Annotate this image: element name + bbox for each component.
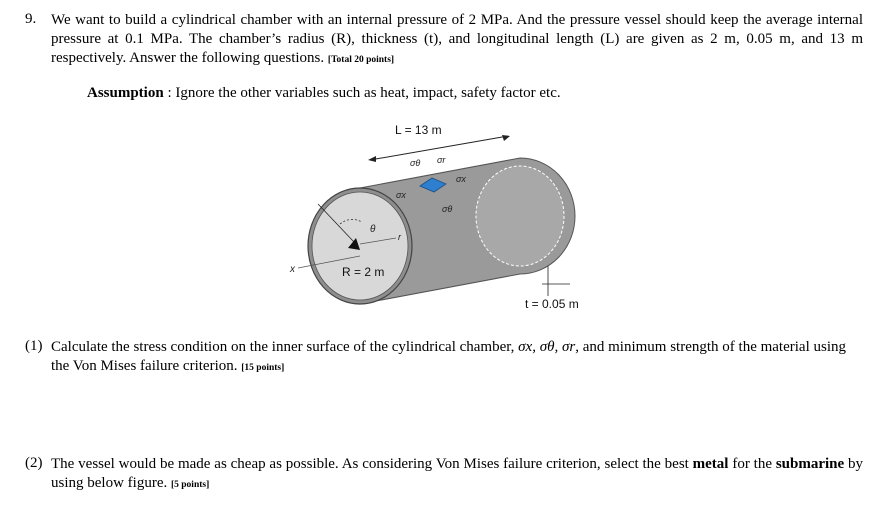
sub1-text-a: Calculate the stress condition on the inner surface of the cylindrical chamber, <box>51 339 519 355</box>
cylinder-inner-face <box>312 192 408 300</box>
sigma-r-label: σr <box>437 155 446 165</box>
sub1-text <box>51 338 863 378</box>
thickness-label: t = 0.05 m <box>525 297 579 311</box>
sub2-text-c: by using below figure. <box>51 456 863 491</box>
assumption-text: Ignore the other variables such as heat, impact, safety factor etc. <box>175 85 561 101</box>
sub1-points: [15 points] <box>241 363 285 373</box>
length-arrow-left-icon <box>368 156 376 162</box>
sigma-x-label-right: σx <box>456 174 466 184</box>
assumption-label: Assumption <box>87 85 164 101</box>
sub2-points: [5 points] <box>170 480 210 490</box>
question-body: We want to build a cylindrical chamber with an internal pressure of 2 MPa. And the pressure vessel should keep the average internal pressure at 0.1 MPa. The chamber’s radius (R), thickness (t), and longitudinal length (L) are given as 2 m, 0.05 m, and 13 m respectively. Answer the following questions. <box>51 12 863 66</box>
cylinder-back-face <box>476 166 564 266</box>
sub2-bold-2: submarine <box>775 456 845 472</box>
length-label: L = 13 m <box>395 123 442 137</box>
sigma-theta-label-top: σθ <box>410 158 421 168</box>
sub2-text-b: for the <box>728 456 776 472</box>
x-symbol: x <box>290 264 295 275</box>
question-text <box>51 11 863 70</box>
sub1-number: (1) <box>25 338 43 354</box>
cylinder-figure <box>280 116 620 316</box>
assumption-separator: : <box>163 85 176 101</box>
question-number: 9. <box>25 11 37 27</box>
sigma-x-label-left: σx <box>396 190 406 200</box>
radius-label: R = 2 m <box>342 265 385 279</box>
sub1-text-b: , and minimum strength of the material using the Von Mises failure criterion. <box>51 339 847 374</box>
assumption-line <box>87 85 561 102</box>
sub2-bold-1: metal <box>692 456 729 472</box>
r-symbol: r <box>398 232 401 242</box>
sigma-theta-label-bottom: σθ <box>442 204 453 214</box>
sub2-text-a: The vessel would be made as cheap as possible. As considering Von Mises failure criterion, select the best <box>51 456 693 472</box>
sub1-symbols: σx, σθ, σr <box>518 339 576 355</box>
length-arrow-right-icon <box>502 135 510 141</box>
question-points: [Total 20 points] <box>327 55 395 65</box>
theta-symbol: θ <box>370 224 376 235</box>
sub2-text <box>51 455 863 495</box>
sub2-number: (2) <box>25 455 43 471</box>
